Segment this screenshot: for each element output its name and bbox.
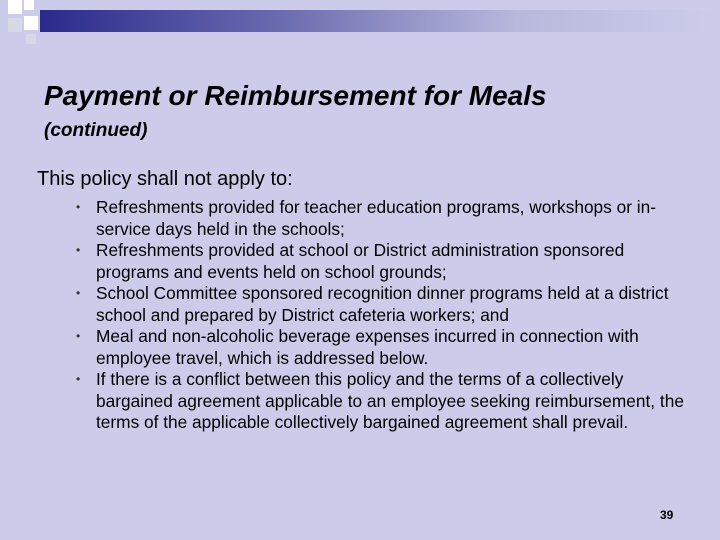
decor-square [8,0,22,14]
slide-subtitle: (continued) [44,120,148,141]
slide-title: Payment or Reimbursement for Meals [44,80,547,111]
decor-square [26,34,36,44]
list-item [76,240,696,283]
list-item-text: Meal and non-alcoholic beverage expenses incurred in connection with employee travel, which is addressed below. [96,326,639,368]
bullet-icon: • [76,243,81,257]
decor-square [8,18,22,32]
page-number: 39 [660,508,674,522]
bullet-icon: • [76,329,81,343]
list-item [76,197,696,240]
header-decoration [0,0,720,45]
list-item-text: Refreshments provided for teacher education programs, workshops or in-service days held in the schools; [96,197,656,239]
list-item-text: School Committee sponsored recognition dinner programs held at a district school and prepared by District cafeteria workers; and [96,283,669,325]
decor-square [24,16,38,30]
header-gradient-bar [40,10,720,32]
decor-square [24,0,34,10]
list-item [76,283,696,326]
intro-text: This policy shall not apply to: [37,168,293,190]
list-item [76,369,696,434]
bullet-icon: • [76,200,81,214]
list-item-text: If there is a conflict between this policy and the terms of a collectively bargained agreement applicable to an employee seeking reimbursement, the terms of the applicable collectively bargained agreement shall prevail. [96,369,684,432]
bullet-list [76,197,696,434]
bullet-icon: • [76,372,81,386]
bullet-icon: • [76,286,81,300]
list-item [76,326,696,369]
list-item-text: Refreshments provided at school or District administration sponsored programs and events held on school grounds; [96,240,625,282]
